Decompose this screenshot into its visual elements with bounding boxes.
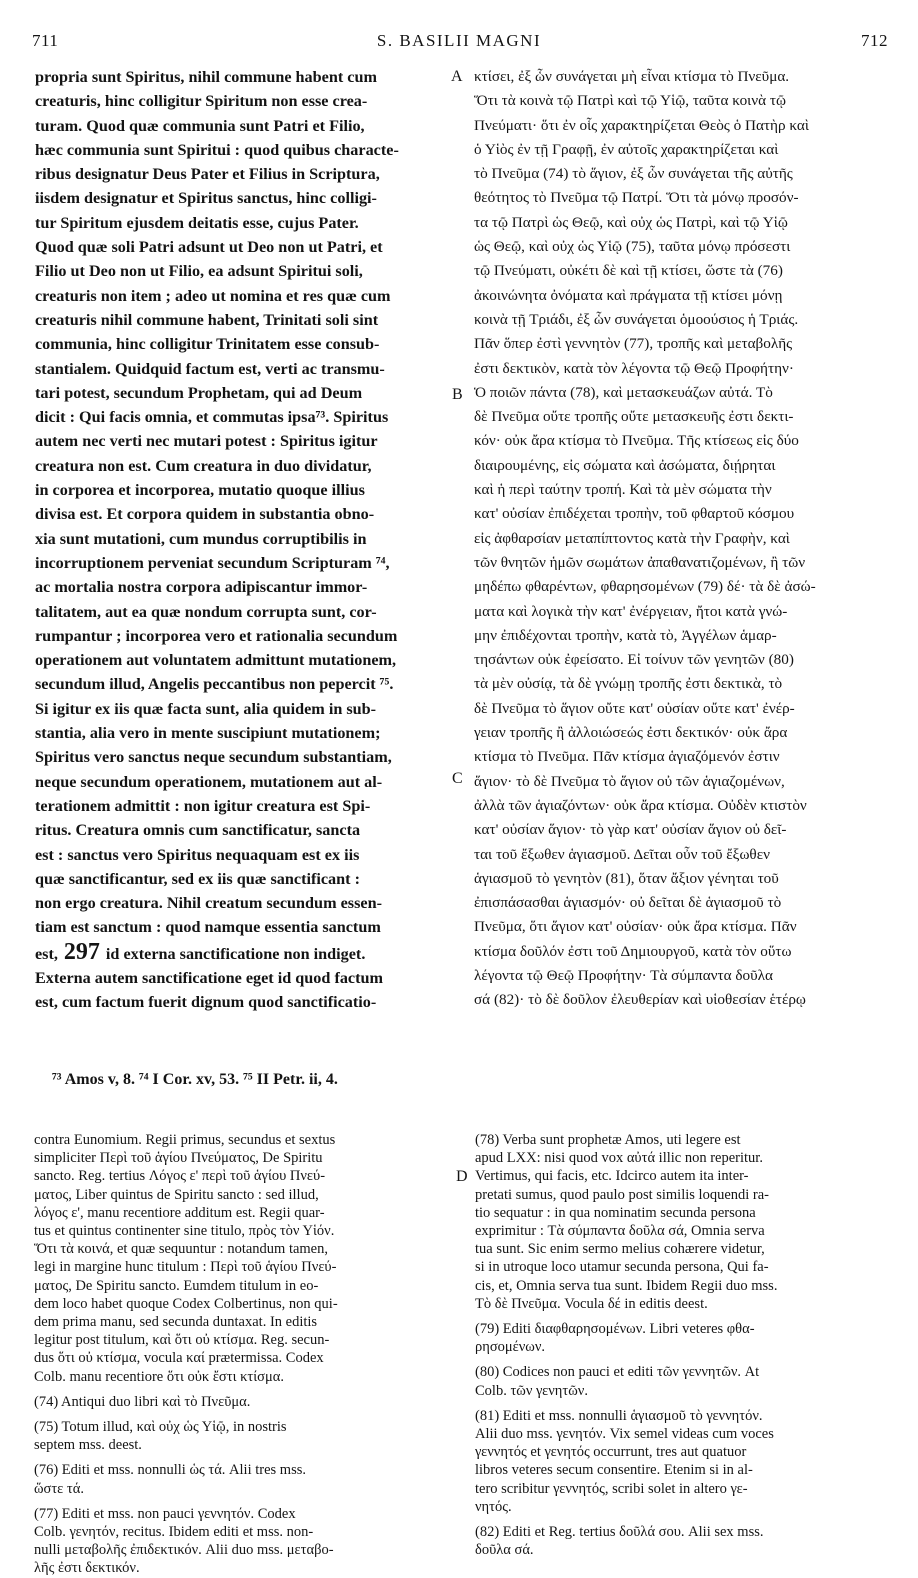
- note-line-text: νητός.: [475, 1498, 512, 1515]
- note-line-text: γεννητός et γενητός occurrunt, tres aut quatuor: [475, 1444, 747, 1461]
- latin-line-text: iisdem designatur et Spiritus sanctus, hinc colligi-: [35, 189, 377, 208]
- greek-line-text: τῶν θνητῶν ἡμῶν σωμάτων ἀπαθανατιζομένων, ἢ τῶν: [474, 553, 806, 571]
- latin-line: [35, 162, 449, 186]
- main-footnotes: ⁷³ Amos v, 8. ⁷⁴ I Cor. xv, 53. ⁷⁵ II Petr. ii, 4.: [52, 1071, 338, 1088]
- note-line: [34, 1418, 452, 1436]
- latin-line-text: est : sanctus vero Spiritus nequaquam est ex iis: [35, 845, 360, 864]
- greek-line: [474, 405, 888, 429]
- greek-line-text: ὡς Θεῷ, καὶ οὐχ ὡς Υἱῷ (75), ταῦτα μόνῳ πρόσεστι: [474, 238, 791, 256]
- note-line: [475, 1443, 893, 1461]
- latin-line: [35, 454, 449, 478]
- greek-line-text: Ὁ ποιῶν πάντα (78), καὶ μετασκευάζων αὐτά. Τὸ: [474, 383, 773, 401]
- greek-line: [474, 745, 888, 769]
- note-line-text: (82) Editi et Reg. tertius δοῦλά σου. Alii sex mss.: [475, 1524, 764, 1541]
- latin-line: [35, 794, 449, 818]
- latin-line-text: talitatem, aut ea quæ nondum corrupta sunt, cor-: [35, 602, 377, 621]
- note-line-text: tio sequatur : in qua nominatim secunda persona: [475, 1204, 756, 1221]
- note-line: [34, 1149, 452, 1167]
- note-line-text: tus et quintus continenter sine titulo, πρὸς τὸν Υἱόν.: [34, 1223, 335, 1240]
- greek-line-text: θεότητος τὸ Πνεῦμα τῷ Πατρί. Ὅτι τὰ μόνῳ προσόν-: [474, 189, 799, 207]
- note-line: [475, 1425, 893, 1443]
- greek-line: [474, 454, 888, 478]
- greek-line-text: ἐπισπάσασθαι ἁγιασμόν· οὐ δεῖται δὲ ἁγιασμοῦ τὸ: [474, 894, 782, 912]
- note-line-text: (76) Editi et mss. nonnulli ὡς τά. Alii tres mss.: [34, 1462, 306, 1479]
- greek-line-text: ἐστι δεκτικὸν, κατὰ τὸν λέγοντα τῷ Θεῷ Προφήτην·: [474, 359, 794, 377]
- latin-line-text: rumpantur ; incorporea vero et rationalia secundum: [35, 626, 398, 645]
- latin-line: [35, 138, 449, 162]
- latin-column: [35, 65, 449, 1015]
- latin-line-text: est,: [35, 944, 58, 963]
- latin-line-text: tur Spiritum ejusdem deitatis esse, cujus Pater.: [35, 213, 359, 232]
- note-line-text: Colb. γενητόν, recitus. Ibidem editi et mss. non-: [34, 1524, 314, 1541]
- note-line: [475, 1167, 893, 1185]
- latin-line: [35, 381, 449, 405]
- greek-line-text: δὲ Πνεῦμα τὸ ἅγιον οὔτε κατ' οὐσίαν οὔτε κατ' ἐνέρ-: [474, 699, 795, 717]
- greek-line-text: ἅγιον· τὸ δὲ Πνεῦμα τὸ ἅγιον οὐ τῶν ἁγιαζομένων,: [474, 772, 785, 790]
- margin-mark-d: D: [456, 1168, 468, 1185]
- note-line-text: contra Eunomium. Regii primus, secundus et sextus: [34, 1132, 336, 1148]
- note-line: [475, 1258, 893, 1276]
- latin-line: [35, 990, 449, 1014]
- greek-line: [474, 114, 888, 138]
- greek-line-text: Ὅτι τὰ κοινὰ τῷ Πατρὶ καὶ τῷ Υἱῷ, ταῦτα κοινὰ τῷ: [474, 92, 786, 110]
- note-line: [475, 1149, 893, 1167]
- greek-line: [474, 575, 888, 599]
- latin-line: [35, 818, 449, 842]
- latin-line-text: operationem aut voluntatem admittunt mutationem,: [35, 651, 397, 670]
- latin-line-text: Filio ut Deo non ut Filio, ea adsunt Spiritui soli,: [35, 262, 363, 281]
- greek-line: [474, 770, 888, 794]
- latin-line: [35, 648, 449, 672]
- greek-line-text: τησάντων οὐκ ἐφείσατο. Εἰ τοίνυν τῶν γενητῶν (80): [474, 651, 794, 669]
- note-line-text: Ὅτι τὰ κοινά, et quæ sequuntur : notandum tamen,: [34, 1241, 328, 1258]
- latin-line-text: dicit : Qui facis omnia, et commutas ipsa⁷³. Spiritus: [35, 408, 389, 427]
- note-line: [475, 1541, 893, 1559]
- latin-line: [35, 186, 449, 210]
- greek-line-text: κόν· οὐκ ἄρα κτίσμα τὸ Πνεῦμα. Τῆς κτίσεως εἰς δύο: [474, 432, 799, 450]
- greek-line-text: μην ἐπιδέχονται τροπὴν, κατὰ τὸ, Ἀγγέλων ἁμαρ-: [474, 626, 777, 644]
- note-line-text: (75) Totum illud, καὶ οὐχ ὡς Υἱῷ, in nostris: [34, 1419, 287, 1436]
- latin-line: [35, 940, 449, 966]
- note-line: [34, 1436, 452, 1454]
- left-page-number: 711: [32, 31, 59, 50]
- note-line: [34, 1167, 452, 1185]
- note-line-text: (81) Editi et mss. nonnulli ἁγιασμοῦ τὸ γεννητόν.: [475, 1407, 763, 1424]
- latin-line-text: id externa sanctificatione non indiget.: [105, 944, 366, 963]
- note-line: [34, 1541, 452, 1559]
- latin-line-text: tiam est sanctum : quod namque essentia sanctum: [35, 918, 381, 937]
- running-title: S. BASILII MAGNI: [376, 31, 542, 50]
- note-line-text: dem prima manu, sed secunda duntaxat. In editis: [34, 1314, 318, 1331]
- greek-line-text: γειαν τροπῆς ἢ ἀλλοιώσεώς ἐστι δεκτικόν· οὐκ ἄρα: [474, 724, 788, 742]
- latin-line: [35, 697, 449, 721]
- greek-column: [474, 65, 888, 1013]
- note-line-text: (79) Editi διαφθαρησομένων. Libri veteres φθα-: [475, 1321, 755, 1338]
- greek-line: [474, 138, 888, 162]
- greek-line: [474, 89, 888, 113]
- latin-line-text: communia, hinc colligitur Trinitatem esse consub-: [35, 335, 380, 354]
- latin-line: [35, 65, 449, 89]
- note-line-text: ὥστε τά.: [34, 1480, 84, 1497]
- note-line: [34, 1240, 452, 1258]
- note-line-text: simpliciter Περὶ τοῦ ἁγίου Πνεύματος, De Spiritu: [34, 1150, 323, 1167]
- latin-line-text: neque secundum operationem, mutationem aut al-: [35, 772, 383, 791]
- latin-line-text: creatura non est. Cum creatura in duo dividatur,: [35, 456, 372, 475]
- note-line: [34, 1480, 452, 1498]
- note-line-text: tero scribitur γεννητός, scribi solet in altero γε-: [475, 1480, 748, 1497]
- latin-line: [35, 357, 449, 381]
- latin-line: [35, 721, 449, 745]
- margin-mark-a: A: [451, 68, 463, 85]
- latin-line-text: autem nec verti nec mutari potest : Spiritus igitur: [35, 432, 378, 451]
- greek-line: [474, 308, 888, 332]
- latin-line: [35, 551, 449, 575]
- latin-line-text: ribus designatur Deus Pater et Filius in Scriptura,: [35, 165, 380, 184]
- note-line-text: tua sunt. Sic enim sermo melius cohærere videtur,: [475, 1241, 765, 1258]
- latin-line: [35, 235, 449, 259]
- greek-line: [474, 867, 888, 891]
- latin-line-text: xia sunt mutationi, cum mundus corruptibilis in: [35, 529, 367, 548]
- note-line: [475, 1222, 893, 1240]
- greek-line: [474, 672, 888, 696]
- latin-line-text: Si igitur ex iis quæ facta sunt, alia quidem in sub-: [35, 699, 377, 718]
- right-page-number: 712: [861, 31, 888, 50]
- note-line-text: Τὸ δὲ Πνεῦμα. Vocula δέ in editis deest.: [475, 1295, 708, 1312]
- note-line-text: Colb. τῶν γενητῶν.: [475, 1382, 588, 1399]
- latin-line: [35, 843, 449, 867]
- latin-line-text: ac mortalia nostra corpora adipiscantur immor-: [35, 578, 368, 597]
- note-line-text: libros veteres secum consentire. Etenim si in al-: [475, 1462, 753, 1479]
- note-line-text: legitur post titulum, καὶ ὅτι οὐ κτίσμα. Reg. secun-: [34, 1332, 330, 1349]
- notes-right-column: [475, 1131, 893, 1559]
- latin-line: [35, 259, 449, 283]
- inline-page-number: 297: [57, 939, 106, 965]
- greek-line: [474, 65, 888, 89]
- latin-line-text: terationem admittit : non igitur creatura est Spi-: [35, 796, 371, 815]
- note-line-text: pretati sumus, quod paulo post similis loquendi ra-: [475, 1186, 770, 1203]
- note-line: [475, 1461, 893, 1479]
- latin-line: [35, 284, 449, 308]
- greek-line-text: ματα καὶ λογικὰ τὴν κατ' ἐνέργειαν, ἤτοι κατὰ γνώ-: [474, 602, 788, 620]
- latin-line: [35, 405, 449, 429]
- latin-line-text: secundum illud, Angelis peccantibus non pepercit ⁷⁵.: [35, 675, 394, 694]
- note-line-text: nulli μεταβολῆς ἐπιδεκτικόν. Alii duo mss. μεταβο-: [34, 1542, 334, 1559]
- note-line-text: δοῦλα σά.: [475, 1542, 534, 1559]
- greek-line-text: τῷ Πνεύματι, οὐκέτι δὲ καὶ τῇ κτίσει, ὥστε τὰ (76): [474, 262, 783, 280]
- latin-line: [35, 867, 449, 891]
- greek-line-text: ἀλλὰ τῶν ἁγιαζόντων· οὐκ ἄρα κτίσμα. Οὐδὲν κτιστὸν: [474, 796, 807, 814]
- margin-mark-b: B: [452, 386, 463, 403]
- latin-line: [35, 624, 449, 648]
- note-line-text: ματος, Liber quintus de Spiritu sancto : sed illud,: [34, 1186, 319, 1203]
- latin-line: [35, 502, 449, 526]
- greek-line: [474, 915, 888, 939]
- latin-line: [35, 600, 449, 624]
- latin-line-text: non ergo creatura. Nihil creatum secundum essen-: [35, 894, 382, 913]
- latin-line-text: in corporea et incorporea, mutatio quoque illius: [35, 481, 365, 500]
- note-line-text: (74) Antiqui duo libri καὶ τὸ Πνεῦμα.: [34, 1393, 251, 1410]
- note-line: [475, 1480, 893, 1498]
- latin-line-text: divisa est. Et corpora quidem in substantia obno-: [35, 505, 375, 524]
- greek-line: [474, 284, 888, 308]
- greek-line: [474, 648, 888, 672]
- greek-line: [474, 988, 888, 1012]
- greek-line: [474, 940, 888, 964]
- note-line-text: (78) Verba sunt prophetæ Amos, uti legere est: [475, 1132, 741, 1148]
- note-line: [34, 1559, 452, 1577]
- greek-line-text: Πνεῦμα, ὅτι ἅγιον κατ' οὐσίαν· οὐκ ἄρα κτίσμα. Πᾶν: [474, 918, 797, 936]
- note-line-text: si in utroque loco utamur secunda persona, Qui fa-: [475, 1259, 769, 1276]
- latin-line: [35, 308, 449, 332]
- note-line-text: Colb. manu recentiore ὅτι οὐκ ἔστι κτίσμα.: [34, 1368, 284, 1385]
- latin-line: [35, 770, 449, 794]
- note-line-text: λόγος ε', manu recentiore additum est. Regii quar-: [34, 1204, 325, 1221]
- greek-line-text: μηδέπω φθαρέντων, φθαρησομένων (79) δέ· τὰ δὲ ἀσώ-: [474, 578, 816, 596]
- greek-line: [474, 794, 888, 818]
- note-line-text: Alii duo mss. γενητόν. Vix semel videas cum voces: [475, 1426, 774, 1443]
- greek-line-text: κατ' οὐσίαν ἅγιον· τὸ γὰρ κατ' οὐσίαν ἅγιον οὐ δεῖ-: [474, 821, 787, 839]
- greek-line-text: τα τῷ Πατρὶ ὡς Θεῷ, καὶ οὐχ ὡς Πατρὶ, καὶ τῷ Υἱῷ: [474, 213, 788, 231]
- latin-line-text: turam. Quod quæ communia sunt Patri et Filio,: [35, 116, 365, 135]
- latin-line-text: hæc communia sunt Spiritui : quod quibus characte-: [35, 140, 399, 159]
- note-line: [34, 1186, 452, 1204]
- note-line: [475, 1382, 893, 1400]
- latin-line-text: tari potest, secundum Prophetam, qui ad Deum: [35, 383, 363, 402]
- greek-line: [474, 381, 888, 405]
- note-line-text: apud LXX: nisi quod vox αὐτά illic non reperitur.: [475, 1150, 763, 1167]
- latin-line: [35, 211, 449, 235]
- greek-line: [474, 843, 888, 867]
- greek-line-text: κοινὰ τῇ Τριάδι, ἐξ ὧν συνάγεται ὁμοούσιος ἡ Τριάς.: [474, 310, 799, 328]
- latin-line: [35, 114, 449, 138]
- greek-line: [474, 964, 888, 988]
- greek-line: [474, 502, 888, 526]
- greek-line: [474, 332, 888, 356]
- note-line: [34, 1295, 452, 1313]
- latin-line-text: propria sunt Spiritus, nihil commune habent cum: [35, 68, 377, 86]
- note-line: [475, 1204, 893, 1222]
- greek-line: [474, 891, 888, 915]
- note-line-text: exprimitur : Τὰ σύμπαντα δοῦλα σά, Omnia serva: [475, 1223, 765, 1240]
- note-line-text: ρησομένων.: [475, 1339, 546, 1356]
- note-line-text: λῆς ἐστι δεκτικόν.: [34, 1560, 140, 1577]
- greek-line: [474, 429, 888, 453]
- note-line: [475, 1523, 893, 1541]
- greek-line-text: καὶ ἡ περὶ ταύτην τροπή. Καὶ τὰ μὲν σώματα τὴν: [474, 481, 772, 499]
- note-line-text: dem loco habet quoque Codex Colbertinus, non qui-: [34, 1295, 338, 1312]
- greek-line-text: ἁγιασμοῦ τὸ γενητὸν (81), ὅταν ἄξιον γένηται τοῦ: [474, 869, 779, 887]
- notes-left-column: [34, 1131, 452, 1578]
- note-line: [34, 1313, 452, 1331]
- latin-line-text: Quod quæ soli Patri adsunt ut Deo non ut Patri, et: [35, 238, 383, 257]
- greek-line-text: κτίσμα τὸ Πνεῦμα. Πᾶν κτίσμα ἁγιαζόμενόν ἐστιν: [474, 748, 780, 766]
- latin-line-text: est, cum factum fuerit dignum quod sanctificatio-: [35, 993, 377, 1012]
- greek-line: [474, 527, 888, 551]
- greek-line-text: τὸ Πνεῦμα (74) τὸ ἅγιον, ἐξ ὧν συνάγεται τῆς αὐτῆς: [474, 165, 793, 183]
- greek-line-text: σά (82)· τὸ δὲ δοῦλον ἐλευθερίαν καὶ υἱοθεσίαν ἑτέρῳ: [474, 991, 806, 1009]
- greek-line-text: Πᾶν ὅπερ ἐστὶ γεννητὸν (77), τροπῆς καὶ μεταβολῆς: [474, 335, 793, 353]
- greek-line: [474, 721, 888, 745]
- note-line: [34, 1204, 452, 1222]
- note-line: [475, 1277, 893, 1295]
- greek-line: [474, 697, 888, 721]
- note-line: [34, 1331, 452, 1349]
- latin-line-text: incorruptionem perveniat secundum Scripturam ⁷⁴,: [35, 553, 390, 572]
- latin-line-text: Spiritus vero sanctus neque secundum substantiam,: [35, 748, 392, 767]
- note-line: [34, 1131, 452, 1149]
- latin-line: [35, 891, 449, 915]
- greek-line: [474, 624, 888, 648]
- greek-line-text: κτίσμα δοῦλόν ἐστι τοῦ Δημιουργοῦ, κατὰ τὸν οὕτω: [474, 942, 792, 960]
- note-line: [475, 1498, 893, 1516]
- margin-mark-c: C: [452, 770, 463, 787]
- note-line: [475, 1320, 893, 1338]
- note-line: [34, 1393, 452, 1411]
- note-line: [34, 1277, 452, 1295]
- latin-line-text: creaturis nihil commune habent, Trinitati soli sint: [35, 310, 379, 329]
- greek-line-text: λέγοντα τῷ Θεῷ Προφήτην· Τὰ σύμπαντα δοῦλα: [474, 966, 773, 984]
- latin-line-text: quæ sanctificantur, sed ex iis quæ sanctificant :: [35, 869, 360, 888]
- greek-line: [474, 551, 888, 575]
- note-line-text: (80) Codices non pauci et editi τῶν γεννητῶν. At: [475, 1364, 760, 1381]
- note-line: [34, 1523, 452, 1541]
- greek-line-text: εἰς ἀφθαρσίαν μεταπίπτοντος κατὰ τὴν Γραφὴν, καὶ: [474, 529, 790, 547]
- note-line: [475, 1186, 893, 1204]
- latin-line-text: stantialem. Quidquid factum est, verti ac transmu-: [35, 359, 385, 378]
- latin-line-text: creaturis non item ; adeo ut nomina et res quæ cum: [35, 286, 391, 305]
- latin-line: [35, 527, 449, 551]
- note-line: [475, 1338, 893, 1356]
- note-line: [34, 1505, 452, 1523]
- greek-line: [474, 186, 888, 210]
- latin-line: [35, 89, 449, 113]
- greek-line-text: ἀκοινώνητα ὀνόματα καὶ πράγματα τῇ κτίσει μόνῃ: [474, 286, 783, 304]
- greek-line: [474, 259, 888, 283]
- greek-line-text: διαιρουμένης, εἰς σώματα καὶ ἀσώματα, διῄρηται: [474, 456, 776, 474]
- greek-line: [474, 357, 888, 381]
- note-line: [34, 1368, 452, 1386]
- greek-line: [474, 162, 888, 186]
- greek-line-text: κατ' οὐσίαν ἐπιδέχεται τροπὴν, τοῦ φθαρτοῦ κόσμου: [474, 505, 795, 523]
- note-line-text: septem mss. deest.: [34, 1437, 142, 1454]
- greek-line: [474, 478, 888, 502]
- greek-line-text: κτίσει, ἐξ ὧν συνάγεται μὴ εἶναι κτίσμα τὸ Πνεῦμα.: [474, 68, 790, 85]
- note-line-text: legi in margine hunc titulum : Περὶ τοῦ ἁγίου Πνεύ-: [34, 1259, 337, 1276]
- greek-line-text: τὰ μὲν οὐσίᾳ, τὰ δὲ γνώμῃ τροπῆς ἐστι δεκτικὰ, τὸ: [474, 675, 783, 693]
- latin-line: [35, 672, 449, 696]
- latin-line: [35, 429, 449, 453]
- greek-line: [474, 600, 888, 624]
- note-line-text: (77) Editi et mss. non pauci γεννητόν. Codex: [34, 1505, 296, 1522]
- note-line: [34, 1461, 452, 1479]
- note-line: [475, 1363, 893, 1381]
- note-line: [34, 1349, 452, 1367]
- note-line: [475, 1295, 893, 1313]
- latin-line: [35, 745, 449, 769]
- note-line: [475, 1407, 893, 1425]
- note-line: [475, 1131, 893, 1149]
- note-line-text: Vertimus, qui facis, etc. Idcirco autem ita inter-: [475, 1168, 749, 1185]
- latin-line-text: stantia, alia vero in mente suscipiunt mutationem;: [35, 724, 381, 743]
- greek-line: [474, 818, 888, 842]
- note-line-text: sancto. Reg. tertius Λόγος ε' περὶ τοῦ ἁγίου Πνεύ-: [34, 1168, 326, 1185]
- note-line-text: cis, et, Omnia serva tua sunt. Ibidem Regii duo mss.: [475, 1277, 778, 1294]
- greek-line-text: ται τοῦ ἔξωθεν ἁγιασμοῦ. Δεῖται οὖν τοῦ ἔξωθεν: [474, 845, 770, 863]
- greek-line-text: ὁ Υἱὸς ἐν τῇ Γραφῇ, ἐν αὐτοῖς χαρακτηρίζεται καὶ: [474, 140, 779, 158]
- note-line-text: dus ὅτι οὐ κτίσμα, vocula καί prætermissa. Codex: [34, 1350, 324, 1367]
- latin-line: [35, 966, 449, 990]
- latin-line-text: ritus. Creatura omnis cum sanctificatur, sancta: [35, 821, 361, 840]
- greek-line-text: δὲ Πνεῦμα οὔτε τροπῆς οὔτε μετασκευῆς ἐστι δεκτι-: [474, 408, 794, 426]
- latin-line: [35, 478, 449, 502]
- latin-line-text: creaturis, hinc colligitur Spiritum non esse crea-: [35, 92, 368, 111]
- greek-line: [474, 211, 888, 235]
- note-line: [34, 1222, 452, 1240]
- latin-line: [35, 332, 449, 356]
- note-line: [475, 1240, 893, 1258]
- greek-line: [474, 235, 888, 259]
- latin-line: [35, 575, 449, 599]
- greek-line-text: Πνεύματι· ὅτι ἐν οἷς χαρακτηρίζεται Θεὸς ὁ Πατὴρ καὶ: [474, 116, 809, 134]
- latin-line: [35, 915, 449, 939]
- note-line-text: ματος, De Spiritu sancto. Eumdem titulum in eo-: [34, 1277, 319, 1294]
- latin-line-text: Externa autem sanctificatione eget id quod factum: [35, 968, 383, 987]
- note-line: [34, 1258, 452, 1276]
